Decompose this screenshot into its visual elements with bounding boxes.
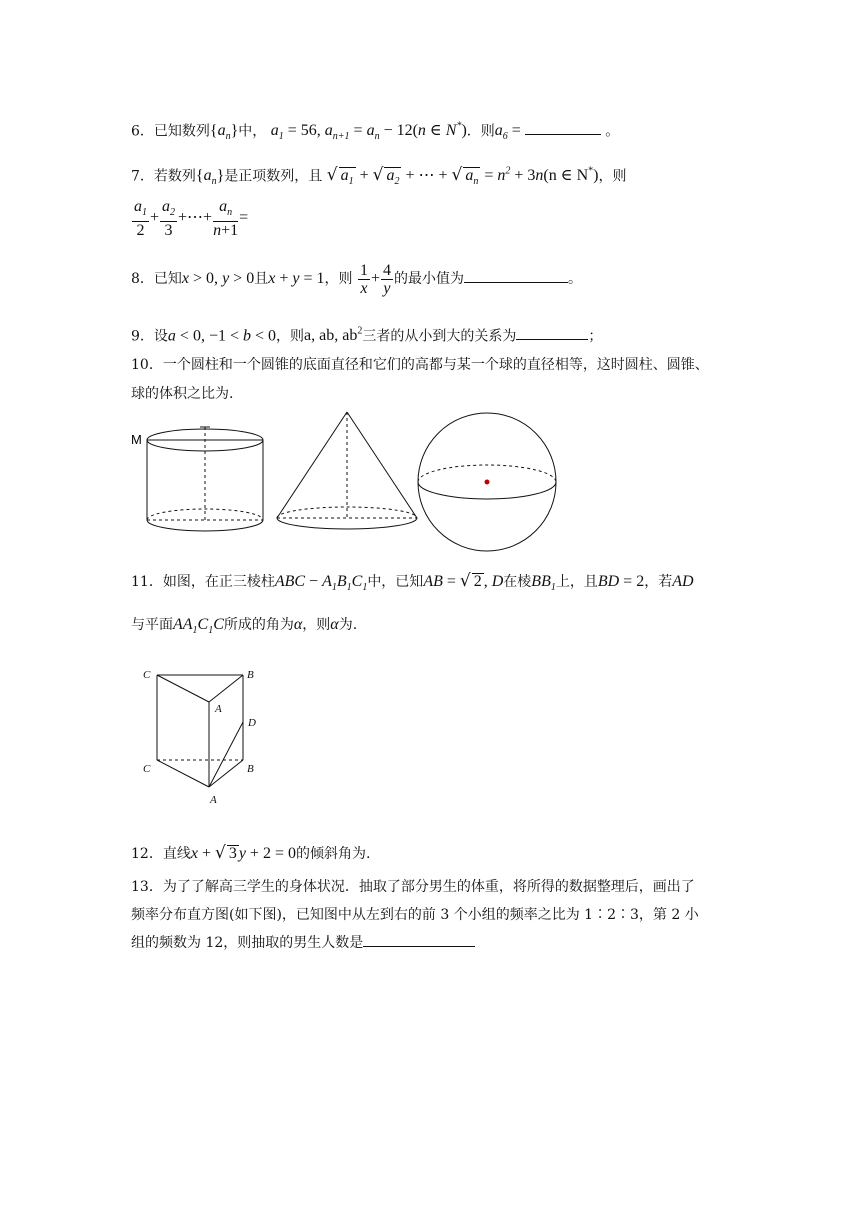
question-13-line-1: 13．为了了解高三学生的身体状况．抽取了部分男生的体重，将所得的数据整理后，画出了 xyxy=(131,879,695,895)
q12-number: 12． xyxy=(131,846,163,862)
q8-condition-formula: x > 0, y > 0 xyxy=(181,270,255,288)
q9-text-2: ，则 xyxy=(276,328,305,345)
q11-edge-formula: $BB_1$ xyxy=(531,573,556,594)
q11-alpha-formula-2: α xyxy=(330,616,339,633)
q11-text-3: 在棱 xyxy=(503,574,532,590)
q9-number: 9． xyxy=(131,328,154,345)
q11-text-9: 为. xyxy=(338,617,358,633)
q9-answer-blank[interactable] xyxy=(516,327,588,340)
q8-text-1: 已知 xyxy=(153,271,182,288)
prism-label-b: B xyxy=(247,763,254,775)
q11-text-8: ，则 xyxy=(302,617,331,633)
q6-seq-formula: $\{a_n\}$ xyxy=(209,122,239,143)
q7-text-2: 是正项数列，且 xyxy=(224,168,323,185)
question-13-line-3 xyxy=(131,933,475,953)
question-9 xyxy=(131,322,602,346)
q6-recurrence-formula: $a_1 = 56$, $a_{n+1} = a_n - 12(n$ ∈ N*) xyxy=(270,121,467,143)
q11-plane-formula: $AA_1C_1C$ xyxy=(173,616,224,637)
q6-text-1: 已知数列 xyxy=(153,123,210,140)
q7-fraction-sum-formula: $\frac{a_1}{2}$ + $\frac{a_2}{3}$ +⋯+ $\frac{a_n}{n+1}$ = xyxy=(134,198,249,240)
q11-text-6: 与平面 xyxy=(131,617,173,633)
q8-expression-formula: $\frac{1}{x}$ + $\frac{4}{y}$ xyxy=(359,262,391,297)
prism-label-a1: A xyxy=(215,703,222,715)
prism-label-b1: B xyxy=(247,669,254,681)
question-11 xyxy=(131,571,694,598)
question-10-line-2: 球的体积之比为. xyxy=(131,386,234,402)
q11-ab-formula: AB = √ 2 , D xyxy=(423,571,504,591)
question-7-formula-line xyxy=(131,198,248,239)
q9-terms-formula: a, ab, $ab^2$ xyxy=(304,326,363,345)
prism-label-c1: C xyxy=(143,669,151,681)
q11-bd-formula: BD = 2 xyxy=(597,573,645,590)
q6-text-3: ．则 xyxy=(466,123,495,140)
q11-prism-figure xyxy=(0,660,860,810)
q8-text-5: 。 xyxy=(567,271,582,288)
q6-number: 6． xyxy=(131,123,154,140)
sphere-center-point xyxy=(485,480,490,485)
q6-target-formula: $a_6$ = xyxy=(494,122,525,143)
q8-text-3: ，则 xyxy=(324,271,353,288)
q10-figures xyxy=(0,400,860,560)
q11-alpha-formula: α xyxy=(293,616,303,633)
q8-sum-formula: x + y = 1 xyxy=(268,270,325,288)
q8-text-2: 且 xyxy=(254,271,269,288)
q7-sum-formula: √ $a_1$ + √ $a_2$ + ⋯ + √ $a_n = n^2 + 3n(n$ ∈ N*) xyxy=(327,167,599,184)
q7-seq-formula: $\{a_n\}$ xyxy=(195,167,225,188)
question-7 xyxy=(131,162,626,193)
q8-text-4: 的最小值为 xyxy=(393,271,464,288)
q12-text-2: 的倾斜角为. xyxy=(295,846,371,862)
q6-text-4: 。 xyxy=(605,123,620,140)
q11-text-1: 如图，在正三棱柱 xyxy=(162,574,275,590)
q11-text-7: 所成的角为 xyxy=(223,617,294,633)
q13-answer-blank[interactable] xyxy=(363,934,475,947)
cylinder-figure xyxy=(147,427,263,531)
question-13-line-2: 频率分布直方图(如下图)，已知图中从左到右的前 3 个小组的频率之比为 1∶2∶3，第 2 小 xyxy=(131,907,699,923)
q8-answer-blank[interactable] xyxy=(464,270,568,283)
q8-number: 8． xyxy=(131,271,154,288)
q11-text-2: 中，已知 xyxy=(367,574,424,590)
q11-prism-formula: ABC − $A_1B_1C_1$ xyxy=(274,573,368,594)
question-10-line-1: 10．一个圆柱和一个圆锥的底面直径和它们的高都与某一个球的直径相等，这时圆柱、圆锥、 xyxy=(131,357,709,373)
prism-label-c: C xyxy=(143,763,151,775)
q12-line-formula: x + √ 3 y + 2 = 0 xyxy=(190,843,296,863)
prism-label-d: D xyxy=(248,717,256,729)
question-6 xyxy=(131,117,619,148)
q12-text-1: 直线 xyxy=(162,846,191,862)
q13-line-3-text: 组的频数为 12，则抽取的男生人数是 xyxy=(131,935,364,951)
q9-text-3: 三者的从小到大的关系为 xyxy=(362,328,517,345)
question-12 xyxy=(131,843,370,864)
q9-text-4: ； xyxy=(588,328,603,345)
question-11-line-2 xyxy=(131,615,357,641)
q11-text-4: 上，且 xyxy=(555,574,598,590)
q7-number: 7． xyxy=(131,168,154,185)
q7-text-1: 若数列 xyxy=(153,168,196,185)
question-8 xyxy=(131,262,582,297)
q11-number: 11． xyxy=(131,574,163,590)
cone-figure xyxy=(277,412,417,529)
q6-answer-blank[interactable] xyxy=(525,122,601,135)
cylinder-label-m: M xyxy=(131,432,142,447)
q9-text-1: 设 xyxy=(153,328,168,345)
q6-text-2: 中， xyxy=(238,123,267,140)
q11-text-5: ，若 xyxy=(644,574,673,590)
prism-label-a: A xyxy=(210,794,217,806)
q7-text-3: ，则 xyxy=(598,168,627,185)
q9-condition-formula: a < 0, −1 < b < 0 xyxy=(167,327,277,345)
q11-ad-formula: AD xyxy=(672,573,694,590)
